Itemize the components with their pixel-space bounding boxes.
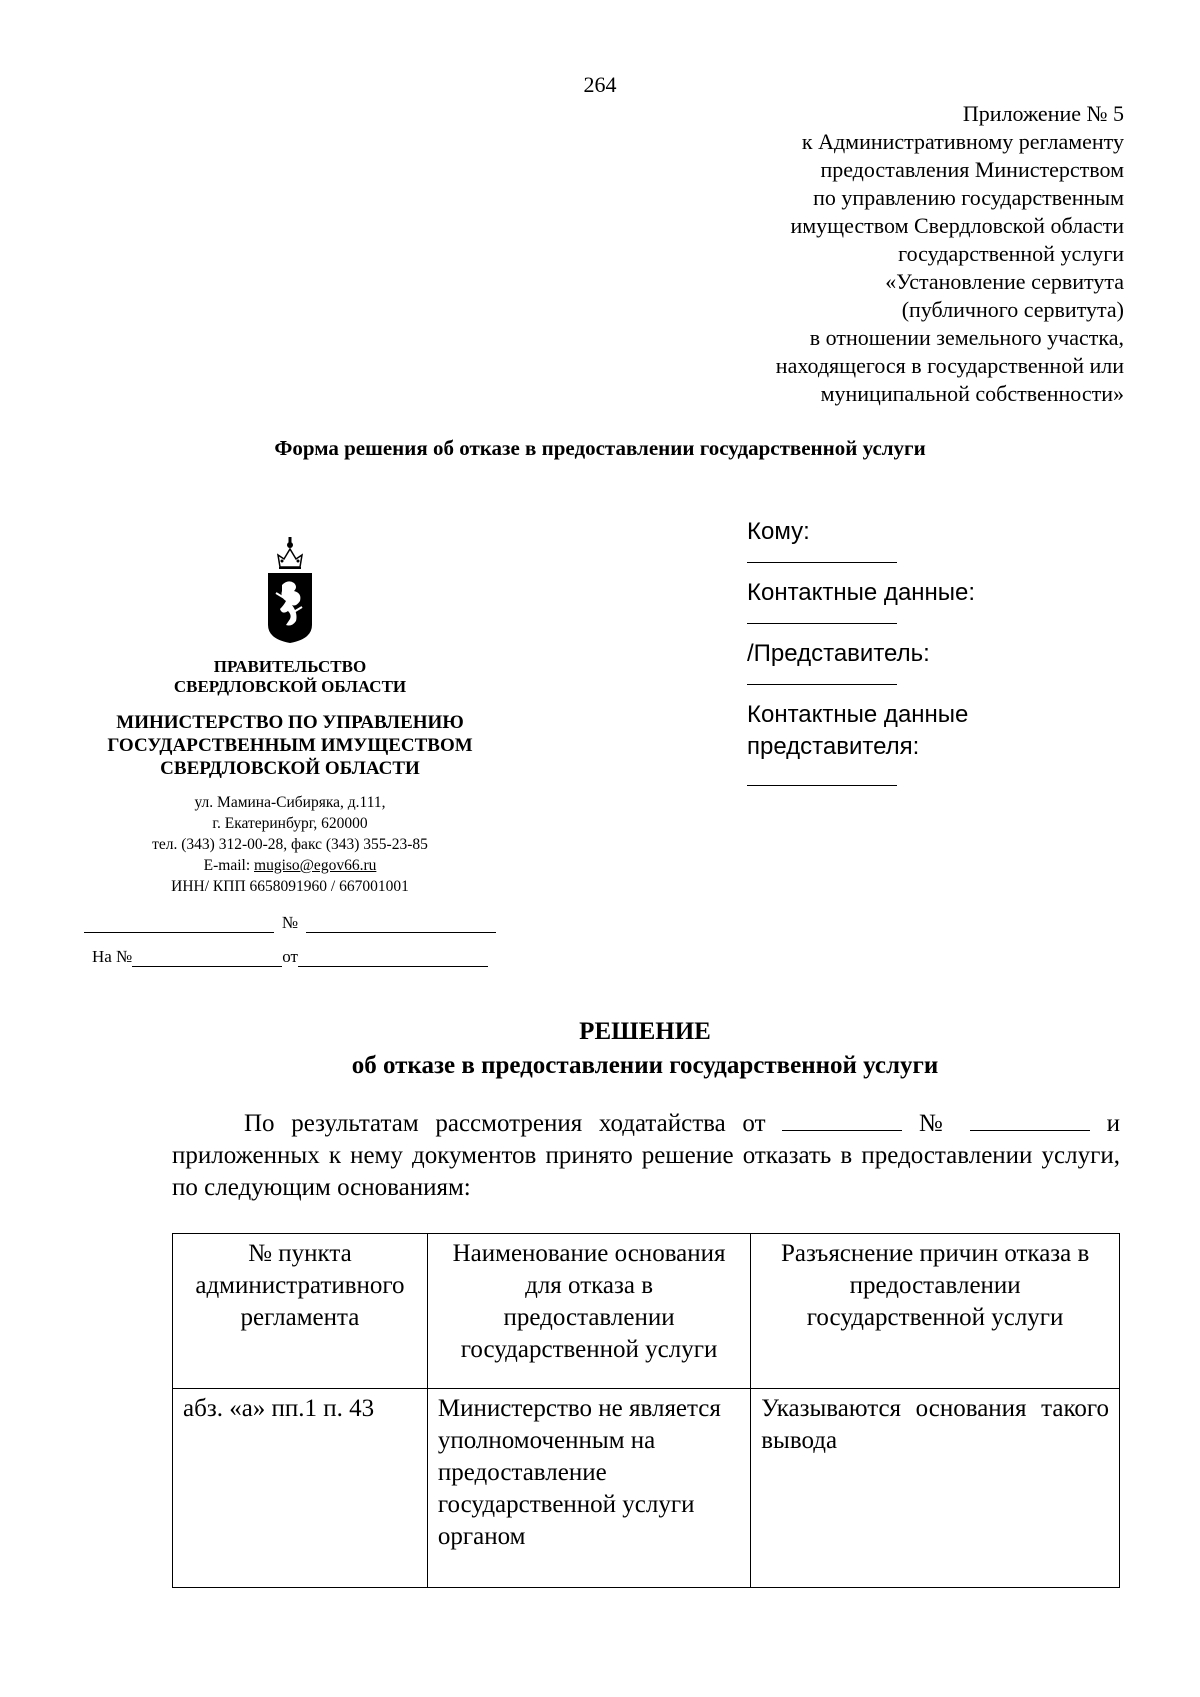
- reference-number-label: На №: [91, 947, 133, 966]
- representative-label: /Представитель:: [747, 640, 930, 667]
- appendix-line: муниципальной собственности»: [820, 381, 1124, 406]
- body-text-part: По результатам рассмотрения ходатайства от: [244, 1110, 766, 1137]
- representative-contacts-label: представителя:: [747, 733, 920, 760]
- table-header-cell: Разъяснение причин отказа в предоставлении государственной услуги: [751, 1234, 1120, 1389]
- government-name-line: ПРАВИТЕЛЬСТВО: [213, 657, 367, 676]
- ministry-name-line: СВЕРДЛОВСКОЙ ОБЛАСТИ: [160, 758, 420, 779]
- table-row: [173, 1389, 1120, 1588]
- decision-heading: [0, 1015, 1200, 1083]
- table-header-row: [173, 1234, 1120, 1389]
- government-name-line: СВЕРДЛОВСКОЙ ОБЛАСТИ: [173, 677, 407, 696]
- address-line: г. Екатеринбург, 620000: [212, 815, 368, 832]
- representative-contacts-blank: [747, 771, 897, 786]
- recipient-to-label: Кому:: [747, 518, 810, 545]
- body-text-part: и приложенных к нему документов принято решение отказать в предоставлении услуги, по следующим основаниям:: [172, 1110, 1121, 1201]
- refusal-reasons-table: [172, 1233, 1120, 1588]
- body-number-label: №: [918, 1110, 954, 1137]
- recipient-to-blank: [747, 548, 897, 563]
- ministry-name-line: ГОСУДАРСТВЕННЫМ ИМУЩЕСТВОМ: [107, 735, 473, 756]
- outgoing-number-line: [70, 913, 510, 933]
- decision-subtitle: об отказе в предоставлении государственной услуги: [351, 1052, 939, 1079]
- recipient-contacts-label: Контактные данные:: [747, 579, 976, 606]
- table-cell: Указываются основания такого вывода: [751, 1389, 1120, 1588]
- government-name: [70, 657, 510, 697]
- appendix-line: в отношении земельного участка,: [809, 325, 1124, 350]
- email-label: E-mail:: [203, 857, 255, 874]
- inn-kpp-line: ИНН/ КПП 6658091960 / 667001001: [171, 878, 409, 895]
- appendix-line: имуществом Свердловской области: [790, 213, 1124, 238]
- decision-body: [172, 1108, 1120, 1204]
- ministry-name-line: МИНИСТЕРСТВО ПО УПРАВЛЕНИЮ: [116, 712, 464, 733]
- number-blank: [306, 914, 496, 933]
- number-label: №: [281, 913, 299, 932]
- representative-contacts-label: Контактные данные: [747, 701, 969, 728]
- reference-date-label: от: [282, 947, 298, 966]
- letterhead: [70, 535, 510, 967]
- address-line: ул. Мамина-Сибиряка, д.111,: [194, 794, 386, 811]
- appendix-line: «Установление сервитута: [885, 269, 1124, 294]
- petition-number-blank: [970, 1110, 1090, 1131]
- incoming-reference-line: [70, 947, 510, 967]
- appendix-line: по управлению государственным: [813, 185, 1124, 210]
- phone-fax-line: тел. (343) 312-00-28, факс (343) 355-23-85: [152, 836, 428, 853]
- form-title: Форма решения об отказе в предоставлении государственной услуги: [274, 436, 926, 460]
- appendix-line: предоставления Министерством: [820, 157, 1124, 182]
- appendix-line: Приложение № 5: [962, 101, 1124, 126]
- decision-title: РЕШЕНИЕ: [579, 1018, 711, 1045]
- recipient-contacts-blank: [747, 609, 897, 624]
- appendix-line: находящегося в государственной или: [775, 353, 1124, 378]
- recipient-block: [747, 516, 1127, 800]
- ministry-address: [70, 792, 510, 897]
- table-cell: Министерство не является уполномоченным на предоставление государственной услуги органом: [427, 1389, 750, 1588]
- representative-blank: [747, 670, 897, 685]
- reference-date-blank: [298, 948, 488, 967]
- coat-of-arms-icon: [262, 535, 318, 645]
- reference-number-blank: [132, 948, 282, 967]
- table-header-cell: № пункта административного регламента: [173, 1234, 428, 1389]
- email-line: [70, 855, 510, 876]
- appendix-note: [564, 100, 1124, 408]
- petition-date-blank: [782, 1110, 902, 1131]
- page-number: 264: [583, 72, 617, 97]
- appendix-line: к Административному регламенту: [801, 129, 1124, 154]
- table-cell: абз. «а» пп.1 п. 43: [173, 1389, 428, 1588]
- date-blank: [84, 914, 274, 933]
- ministry-name: [70, 711, 510, 780]
- appendix-line: государственной услуги: [898, 241, 1124, 266]
- appendix-line: (публичного сервитута): [901, 297, 1124, 322]
- table-header-cell: Наименование основания для отказа в предоставлении государственной услуги: [427, 1234, 750, 1389]
- email-link[interactable]: mugiso@egov66.ru: [254, 857, 377, 874]
